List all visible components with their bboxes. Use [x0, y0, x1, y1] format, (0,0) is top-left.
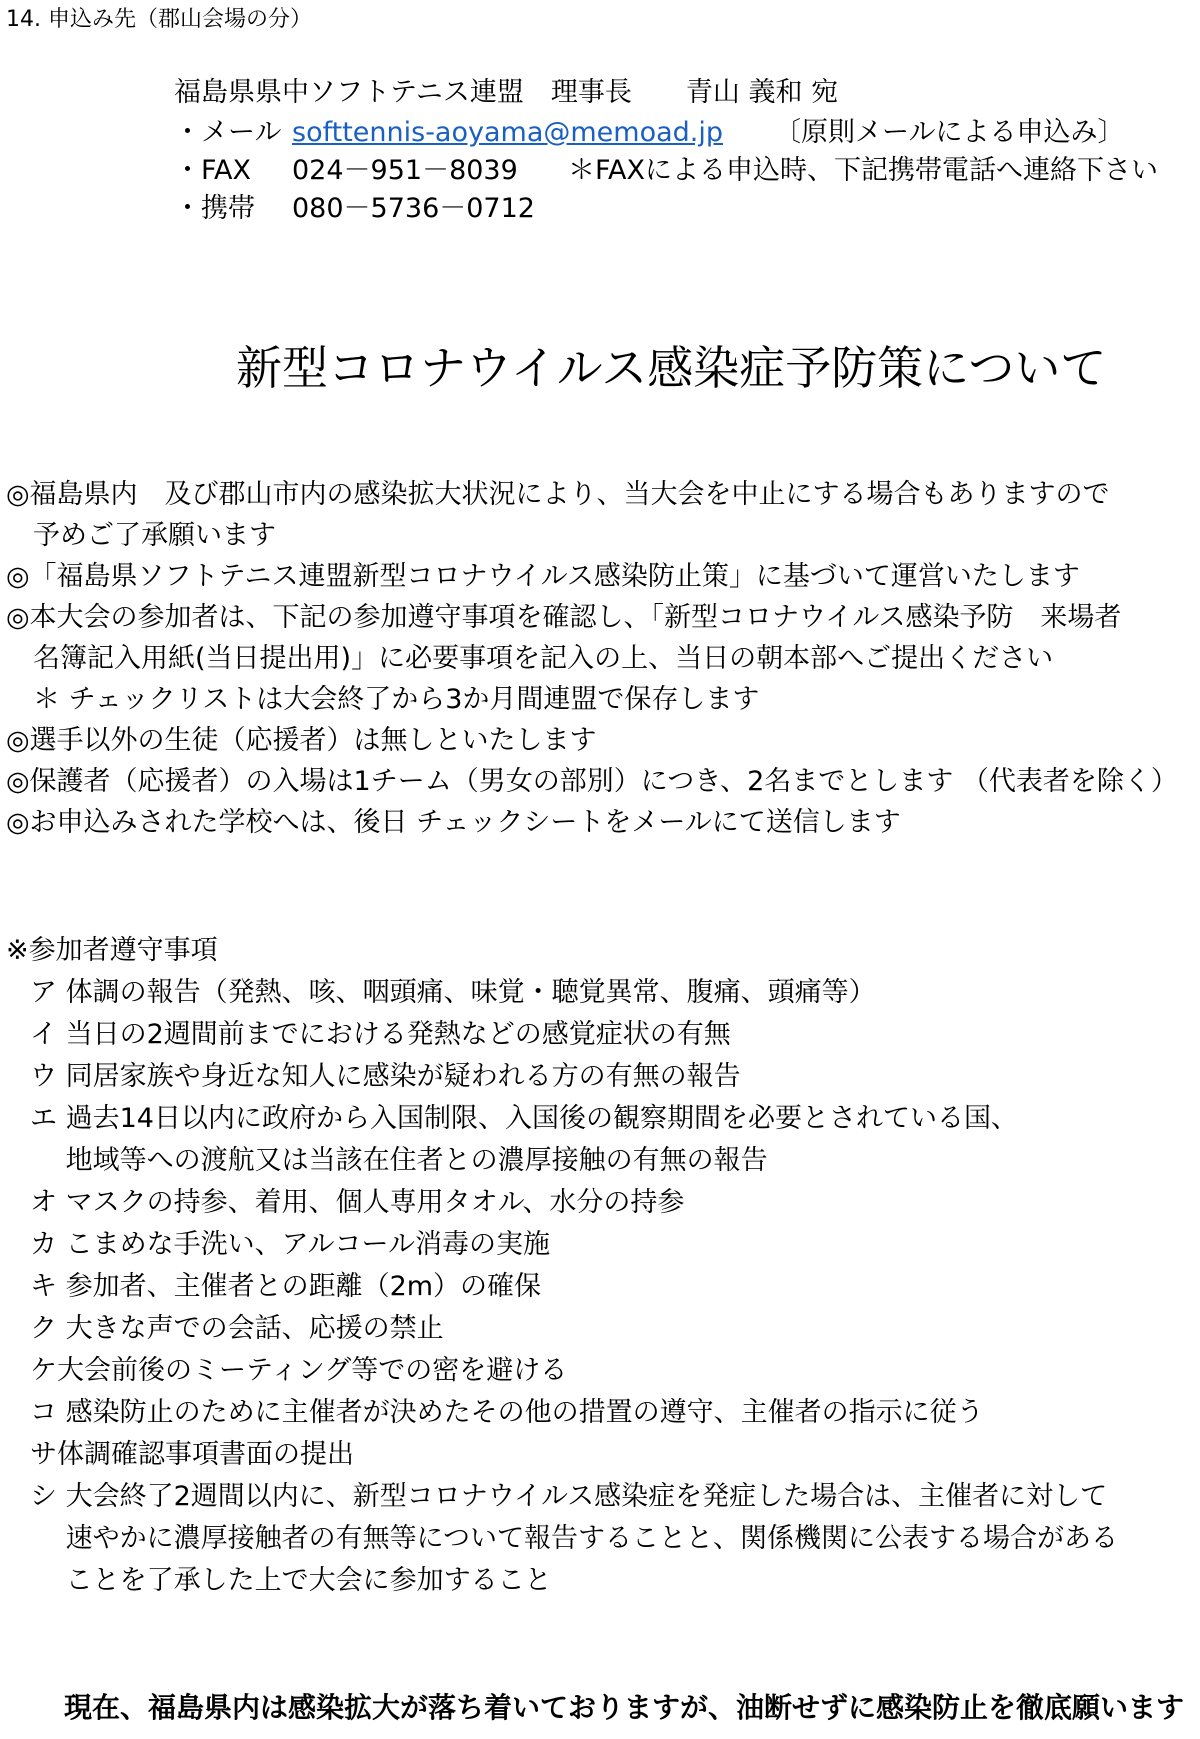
- rule-item: 地域等への渡航又は当該在住者との濃厚接触の有無の報告: [30, 1145, 768, 1176]
- notice-line: 名簿記入用紙(当日提出用)」に必要事項を記入の上、当日の朝本部へご提出ください: [6, 643, 1054, 674]
- rule-item: シ 大会終了2週間以内に、新型コロナウイルス感染症を発症した場合は、主催者に対して: [30, 1481, 1108, 1512]
- notice-line: ◎選手以外の生徒（応援者）は無しといたします: [6, 725, 597, 756]
- mobile-number: 080－5736－0712: [292, 193, 535, 224]
- section-heading: 14. 申込み先（郡山会場の分）: [6, 7, 312, 32]
- rule-item: ア 体調の報告（発熱、咳、咽頭痛、味覚・聴覚異常、腹痛、頭痛等）: [30, 977, 876, 1008]
- notice-line: ◎お申込みされた学校へは、後日 チェックシートをメールにて送信します: [6, 807, 901, 838]
- mail-address-link[interactable]: softtennis-aoyama@memoad.jp: [292, 117, 724, 148]
- mobile-label: ・携帯: [174, 193, 255, 224]
- rule-item: エ 過去14日以内に政府から入国制限、入国後の観察期間を必要とされている国、: [30, 1103, 1018, 1134]
- notice-line: ◎保護者（応援者）の入場は1チーム（男女の部別）につき、2名までとします （代表者を除く）: [6, 766, 1178, 797]
- rule-item: 速やかに濃厚接触者の有無等について報告することと、関係機関に公表する場合がある: [30, 1523, 1119, 1554]
- contact-recipient: 福島県県中ソフトテニス連盟 理事長 青山 義和 宛: [174, 77, 839, 108]
- page-title: 新型コロナウイルス感染症予防策について: [236, 341, 1107, 395]
- rule-item: ことを了承した上で大会に参加すること: [30, 1565, 552, 1596]
- notice-line: ◎本大会の参加者は、下記の参加遵守事項を確認し、「新型コロナウイルス感染予防 来場者: [6, 602, 1122, 633]
- rule-item: ウ 同居家族や身近な知人に感染が疑われる方の有無の報告: [30, 1061, 741, 1092]
- fax-note: ＊FAXによる申込時、下記携帯電話へ連絡下さい: [568, 155, 1159, 186]
- mail-label: ・メール: [174, 117, 282, 148]
- rule-item: カ こまめな手洗い、アルコール消毒の実施: [30, 1229, 550, 1260]
- rule-item: ケ大会前後のミーティング等での密を避ける: [30, 1355, 568, 1386]
- fax-number: 024－951－8039: [292, 155, 518, 186]
- rule-item: サ体調確認事項書面の提出: [30, 1439, 354, 1470]
- fax-label: ・FAX: [174, 155, 252, 186]
- notice-line: ◎「福島県ソフトテニス連盟新型コロナウイルス感染防止策」に基づいて運営いたします: [6, 561, 1080, 592]
- mail-note: 〔原則メールによる申込み〕: [774, 117, 1125, 148]
- notice-line: ◎福島県内 及び郡山市内の感染拡大状況により、当大会を中止にする場合もありますので: [6, 479, 1110, 510]
- closing-message: 現在、福島県内は感染拡大が落ち着いておりますが、油断せずに感染防止を徹底願います: [64, 1691, 1185, 1724]
- notice-line: 予めご了承願います: [6, 520, 276, 551]
- rule-item: コ 感染防止のために主催者が決めたその他の措置の遵守、主催者の指示に従う: [30, 1397, 984, 1428]
- rule-item: ク 大きな声での会話、応援の禁止: [30, 1313, 444, 1344]
- rule-item: キ 参加者、主催者との距離（2m）の確保: [30, 1271, 542, 1302]
- rules-heading: ※参加者遵守事項: [6, 935, 218, 966]
- rule-item: オ マスクの持参、着用、個人専用タオル、水分の持参: [30, 1187, 685, 1218]
- rule-item: イ 当日の2週間前までにおける発熱などの感覚症状の有無: [30, 1019, 731, 1050]
- notice-line: ＊ チェックリストは大会終了から3か月間連盟で保存します: [6, 684, 760, 715]
